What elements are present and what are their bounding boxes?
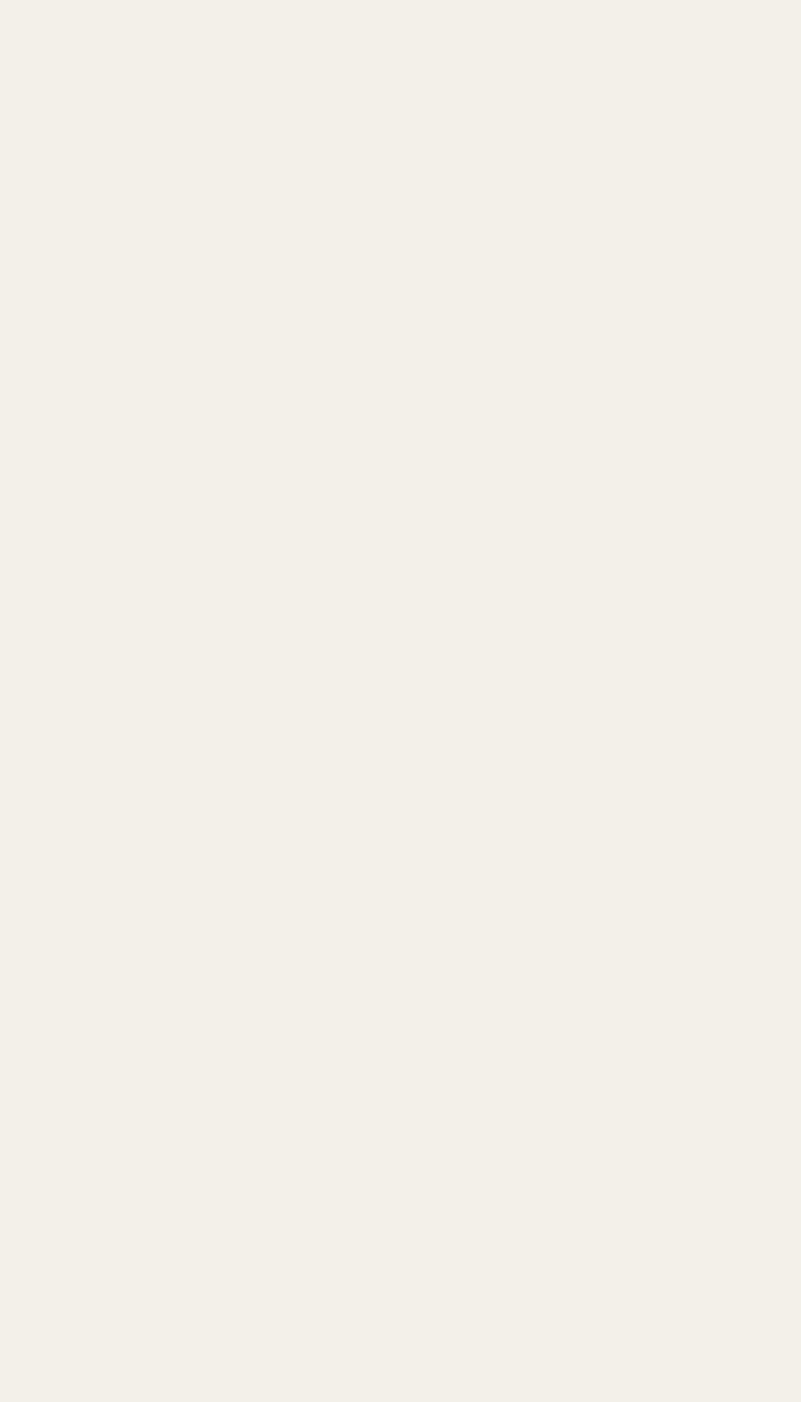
page-header xyxy=(0,0,801,70)
paragraph-1 xyxy=(14,94,784,145)
figure-3-71a xyxy=(0,540,801,900)
